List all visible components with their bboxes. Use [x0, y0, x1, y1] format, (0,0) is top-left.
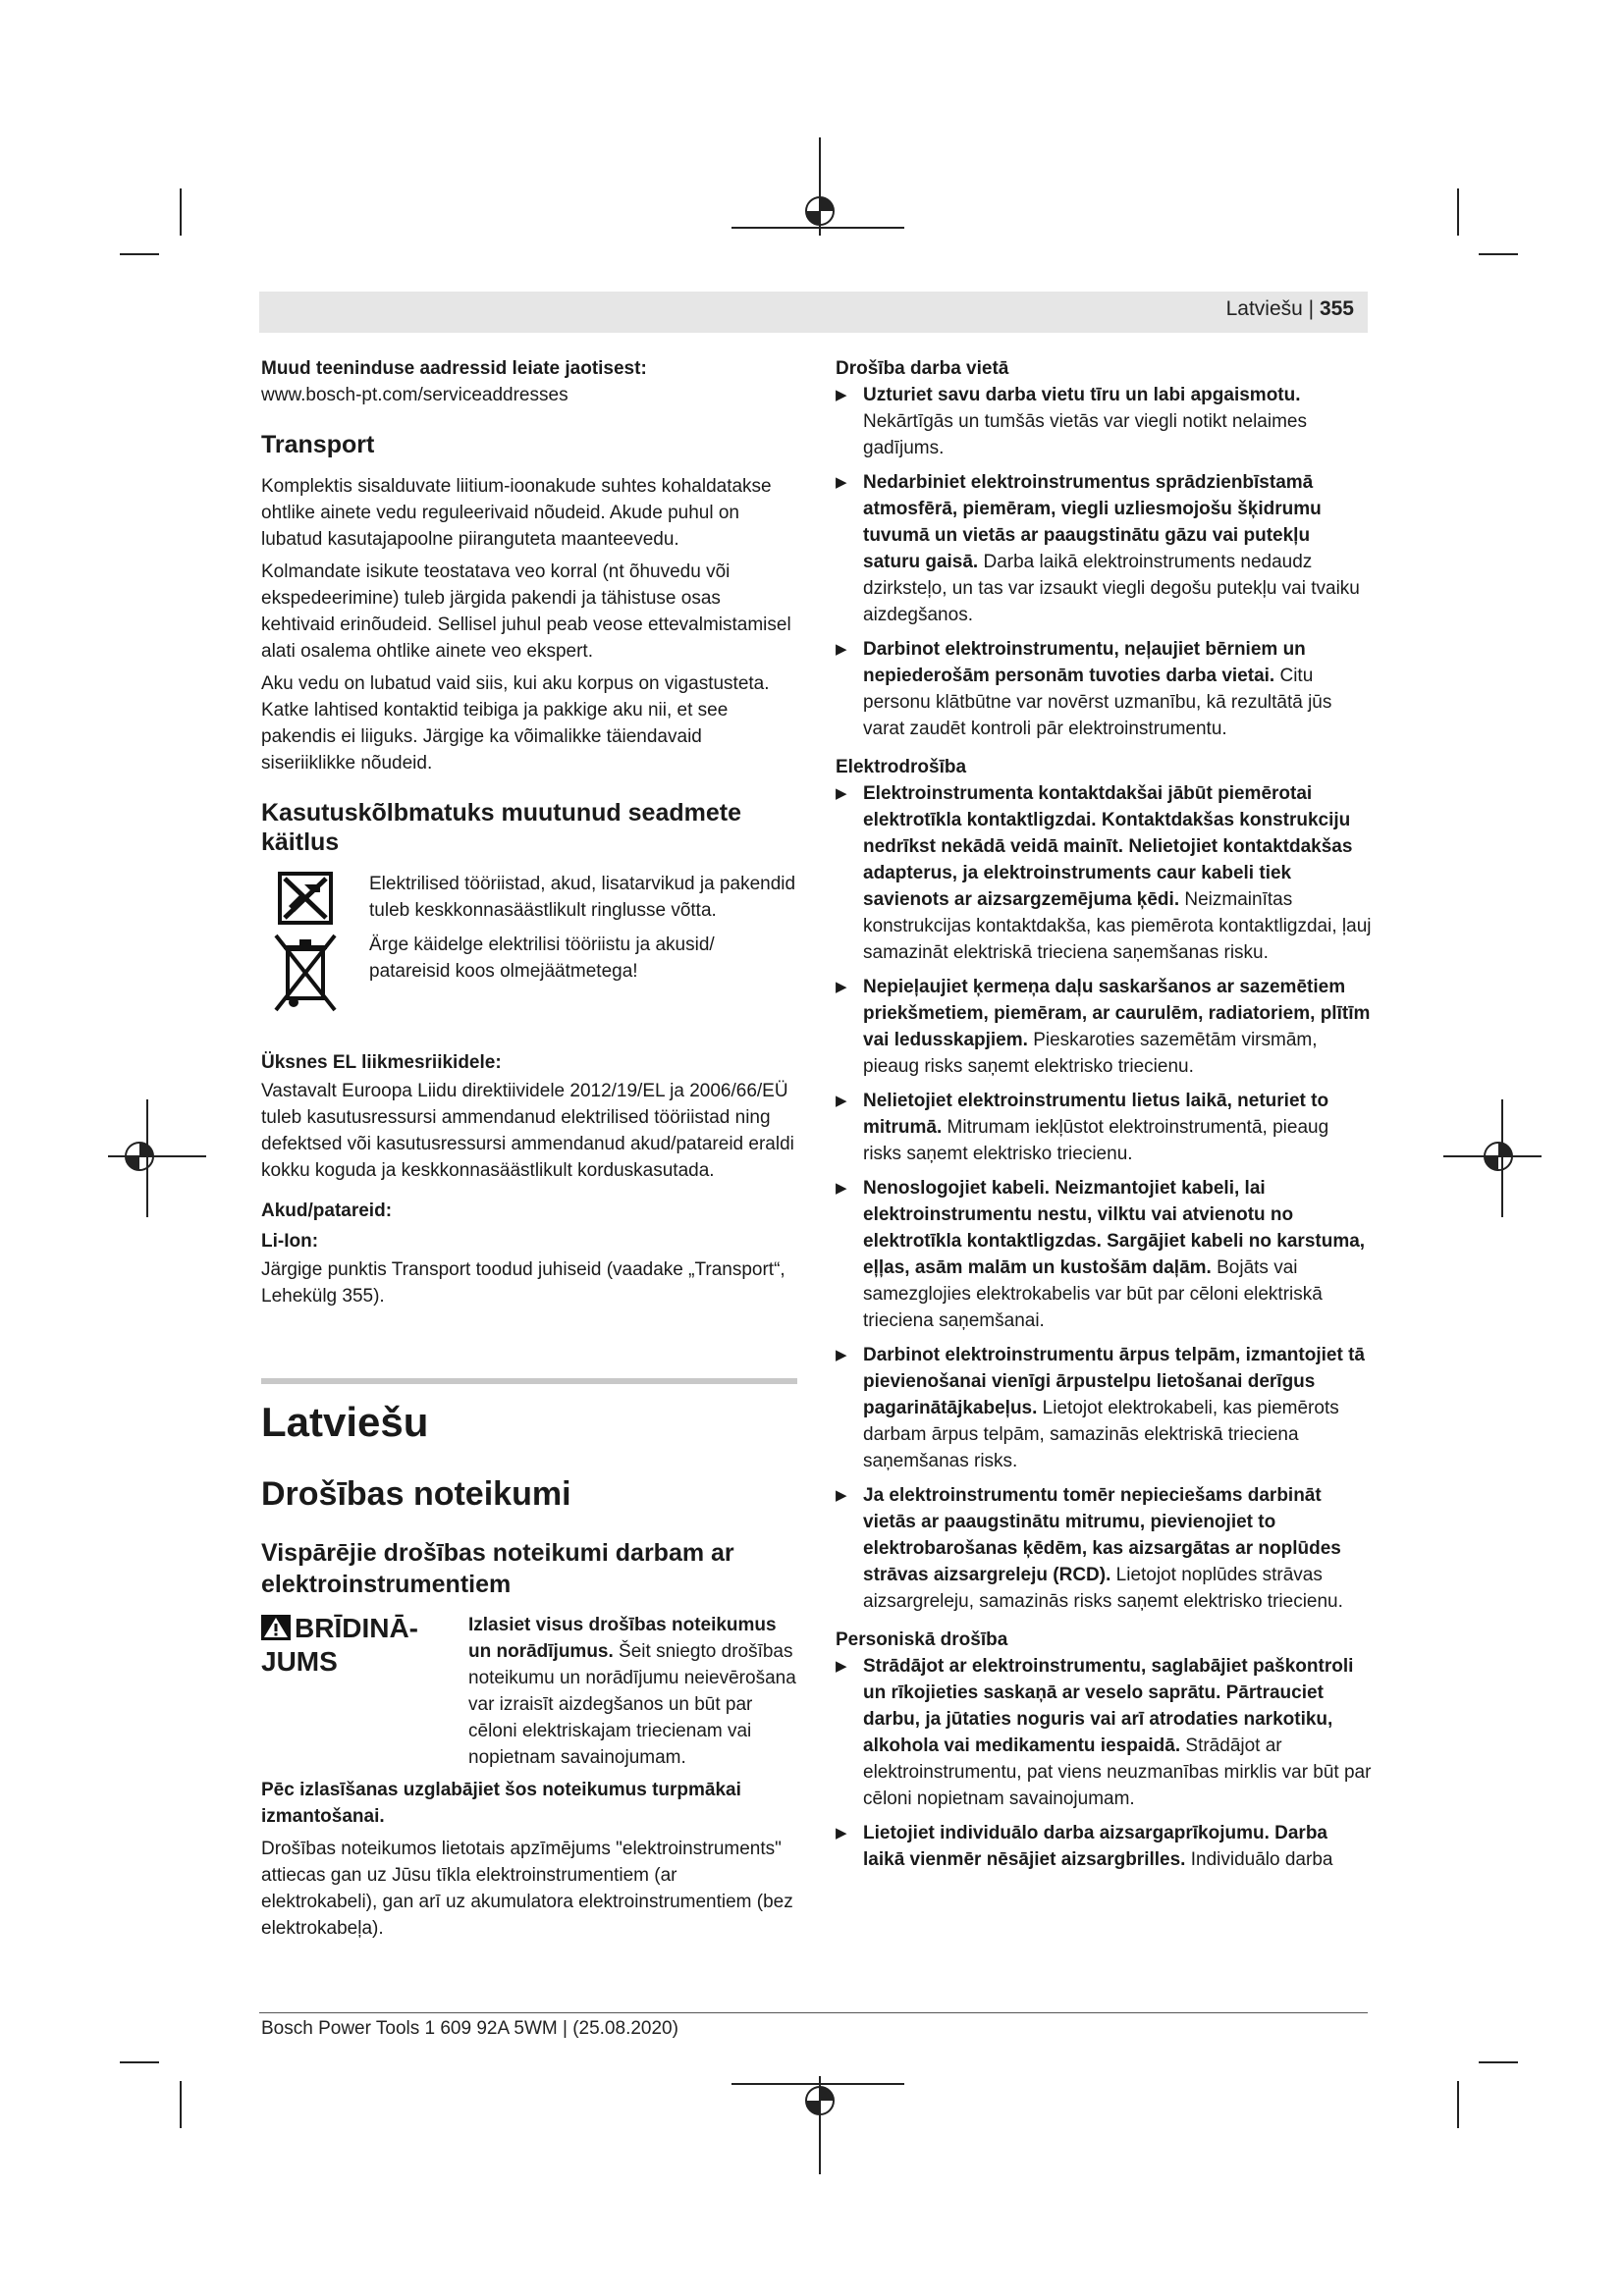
left-column: [261, 355, 797, 1948]
liion-text: Järgige punktis Transport toodud juhiseid (vaadake „Transport“, Lehekülg 355).: [261, 1259, 785, 1307]
eu-heading: Üksnes EL liikmesriikidele:: [261, 1052, 502, 1073]
warning-label: [261, 1612, 453, 1771]
crop-mark: [1457, 188, 1459, 236]
registration-mark-top: [731, 137, 908, 236]
transport-title: Transport: [261, 431, 375, 458]
battery-heading: Akud/patareid:: [261, 1201, 393, 1221]
general-safety-title: Vispārējie drošības noteikumi darbam ar elektroinstrumentiem: [261, 1539, 734, 1598]
liion-heading: Li-Ion:: [261, 1231, 319, 1252]
term-definition: Drošības noteikumos lietotais apzīmējums "elektroinstruments" attiecas gan uz Jūsu tīkla elektroinstrumentiem (ar elektrokabeli), gan arī uz akumulatora elektroinstrumentiem (bez elektrokabeļa).: [261, 1839, 793, 1939]
list-item: ▶ Nepieļaujiet ķermeņa daļu saskaršanos ar sazemētiem priekšmetiem, piemēram, ar caurulēm, radiatoriem, plītīm vai ledusskapjiem. Pieskaroties sazemētām virsmām, pieaug risks saņemt elektrisko triecienu.: [836, 974, 1372, 1080]
warning-block: [261, 1612, 797, 1771]
header-label: Latviešu | 355: [1225, 297, 1354, 320]
crop-mark: [1457, 2081, 1459, 2128]
right-column: [836, 355, 1372, 1881]
warning-text: [468, 1612, 797, 1771]
warning-bold: Izlasiet visus drošības noteikumus un norādījumus.: [468, 1615, 777, 1662]
safety-title: Drošības noteikumi: [261, 1475, 571, 1513]
registration-mark-bottom: [731, 2076, 908, 2174]
service-heading: Muud teeninduse aadressid leiate jaotisest:: [261, 358, 647, 379]
service-url[interactable]: www.bosch-pt.com/serviceaddresses: [261, 385, 568, 405]
language-title: Latviešu: [261, 1399, 429, 1445]
list-item: ▶ Elektroinstrumenta kontaktdakšai jābūt piemērotai elektrotīkla kontaktligzdai. Kontaktdakšas konstrukciju nedrīkst nekādā veidā mainīt. Nelietojiet kontaktdakšas adapterus, ja elektroinstruments caur kabeli tiek savienots ar aizsargzemējuma ķēdi. Neizmainītas konstrukcijas kontaktdakša, kas piemērota kontaktligzdai, ļauj samazināt elektriskā trieciena saņemšanas risku.: [836, 780, 1372, 966]
crop-mark: [180, 188, 182, 236]
recycle-tools-icon: [277, 871, 334, 926]
crop-mark: [180, 2081, 182, 2128]
transport-paragraph-1: Komplektis sisalduvate liitium-ioonakude suhtes kohaldatakse ohtlike ainete vedu reguleerivaid nõudeid. Akude puhul on lubatud kasutajapoolne piiranguteta maanteevedu.: [261, 476, 772, 550]
disposal-bin-row: [261, 932, 797, 1014]
list-item: ▶ Strādājot ar elektroinstrumentu, saglabājiet paškontroli un rīkojieties saskaņā ar veselo saprātu. Pārtrauciet darbu, ja jūtaties noguris vai arī atrodaties narkotiku, alkohola vai medikamentu iespaidā. Strādājot ar elektroinstrumentu, pat viens neuzmanības mirklis var būt par cēloni nopietnam savainojumam.: [836, 1653, 1372, 1812]
list-item: ▶ Nenoslogojiet kabeli. Neizmantojiet kabeli, lai elektroinstrumentu nestu, vilktu vai atvienotu no elektrotīkla kontaktligzdas. Sargājiet kabeli no karstuma, eļļas, asām malām un kustošām daļām. Bojāts vai samezglojies elektrokabelis var būt par cēloni elektriskā trieciena saņemšanai.: [836, 1175, 1372, 1334]
list-item: ▶ Nelietojiet elektroinstrumentu lietus laikā, neturiet to mitrumā. Mitrumam iekļūstot elektroinstrumentā, pieaug risks saņemt elektrisko triecienu.: [836, 1088, 1372, 1167]
disposal-title: Kasutuskõlbmatuks muutunud seadmete käitlus: [261, 799, 741, 856]
warning-rest: Šeit sniegto drošības noteikumu un norādījumu neievērošana var izraisīt aizdegšanos un būt par cēloni elektriskajam triecienam vai nopietnam savainojumam.: [468, 1641, 796, 1768]
disposal-recycle-row: [261, 871, 797, 926]
work-area-list: [836, 382, 1372, 742]
disposal-item-2: Ärge käidelge elektrilisi tööriistu ja akusid/ patareisid koos olmejäätmetega!: [369, 934, 715, 982]
crop-mark: [120, 253, 159, 255]
keep-instructions: Pēc izlasīšanas uzglabājiet šos noteikumus turpmākai izmantošanai.: [261, 1780, 741, 1827]
page-header: [259, 292, 1368, 333]
personal-list: [836, 1653, 1372, 1873]
eu-text: Vastavalt Euroopa Liidu direktiividele 2012/19/EL ja 2006/66/EÜ tuleb kasutusressursi ammendanud elektrilised tööriistad ning defektsed või kasutusressursi ammendanud akud/patareid eraldi kokku koguda ja keskkonnasäästlikult korduskasutada.: [261, 1081, 794, 1181]
list-item: ▶ Ja elektroinstrumentu tomēr nepieciešams darbināt vietās ar paaugstinātu mitrumu, pievienojiet to elektrobarošanas ķēdēm, kas aizsargātas ar noplūdes strāvas aizsargreleju (RCD). Lietojot noplūdes strāvas aizsargreleju, samazinās risks saņemt elektrisko triecienu.: [836, 1482, 1372, 1615]
disposal-item-1: Elektrilised tööriistad, akud, lisatarvikud ja pakendid tuleb keskkonnasäästlikult ringlusse võtta.: [369, 874, 796, 921]
crossed-bin-icon: [274, 932, 337, 1014]
registration-mark-right: [1443, 1099, 1542, 1217]
work-area-heading: Drošība darba vietā: [836, 358, 1009, 379]
list-item: ▶ Uzturiet savu darba vietu tīru un labi apgaismotu. Nekārtīgās un tumšās vietās var viegli notikt nelaimes gadījums.: [836, 382, 1372, 461]
warning-label-text: BRĪDINĀ- JUMS: [261, 1613, 418, 1677]
header-language: Latviešu: [1225, 297, 1303, 320]
electric-heading: Elektrodrošība: [836, 757, 967, 777]
section-divider: [261, 1378, 797, 1384]
crop-mark: [1479, 253, 1518, 255]
list-item: ▶ Darbinot elektroinstrumentu ārpus telpām, izmantojiet tā pievienošanai vienīgi ārpustelpu lietošanai derīgus pagarinātājkabeļus. Lietojot elektrokabeli, kas piemērots darbam ārpus telpām, samazinās elektriskā trieciena saņemšanas risks.: [836, 1342, 1372, 1474]
list-item: ▶ Lietojiet individuālo darba aizsargaprīkojumu. Darba laikā vienmēr nēsājiet aizsargbrilles. Individuālo darba: [836, 1820, 1372, 1873]
list-item: ▶ Nedarbiniet elektroinstrumentus sprādzienbīstamā atmosfērā, piemēram, viegli uzliesmojošu šķidrumu tuvumā un vietās ar paaugstinātu gāzu vai putekļu saturu gaisā. Darba laikā elektroinstruments nedaudz dzirksteļo, un tas var izsaukt viegli degošu putekļu vai tvaiku aizdegšanos.: [836, 469, 1372, 628]
page-footer: Bosch Power Tools 1 609 92A 5WM | (25.08.2020): [261, 2018, 678, 2039]
electric-list: [836, 780, 1372, 1615]
latvian-section: [261, 1378, 797, 1942]
warning-triangle-icon: [261, 1615, 291, 1640]
crop-mark: [1479, 2061, 1518, 2063]
personal-heading: Personiskā drošība: [836, 1629, 1008, 1650]
transport-paragraph-2: Kolmandate isikute teostatava veo korral (nt õhuvedu või ekspedeerimine) tuleb järgida pakendi ja tähistuse osas kehtivaid erinõudeid. Sellisel juhul peab veose ettevalmistamisel alati osalema ohtlike ainete veo ekspert.: [261, 561, 791, 662]
list-item: ▶ Darbinot elektroinstrumentu, neļaujiet bērniem un nepiederošām personām tuvoties darba vietai. Citu personu klātbūtne var novērst uzmanību, kā rezultātā jūs varat zaudēt kontroli pār elektroinstrumentu.: [836, 636, 1372, 742]
page-number: 355: [1319, 297, 1354, 320]
registration-mark-left: [108, 1099, 206, 1217]
crop-mark: [120, 2061, 159, 2063]
transport-paragraph-3: Aku vedu on lubatud vaid siis, kui aku korpus on vigastusteta. Katke lahtised kontaktid teibiga ja pakkige aku nii, et see pakendis ei liiguks. Järgige ka võimalikke täiendavaid siseriiklikke nõudeid.: [261, 673, 770, 774]
footer-divider: [259, 2012, 1368, 2013]
